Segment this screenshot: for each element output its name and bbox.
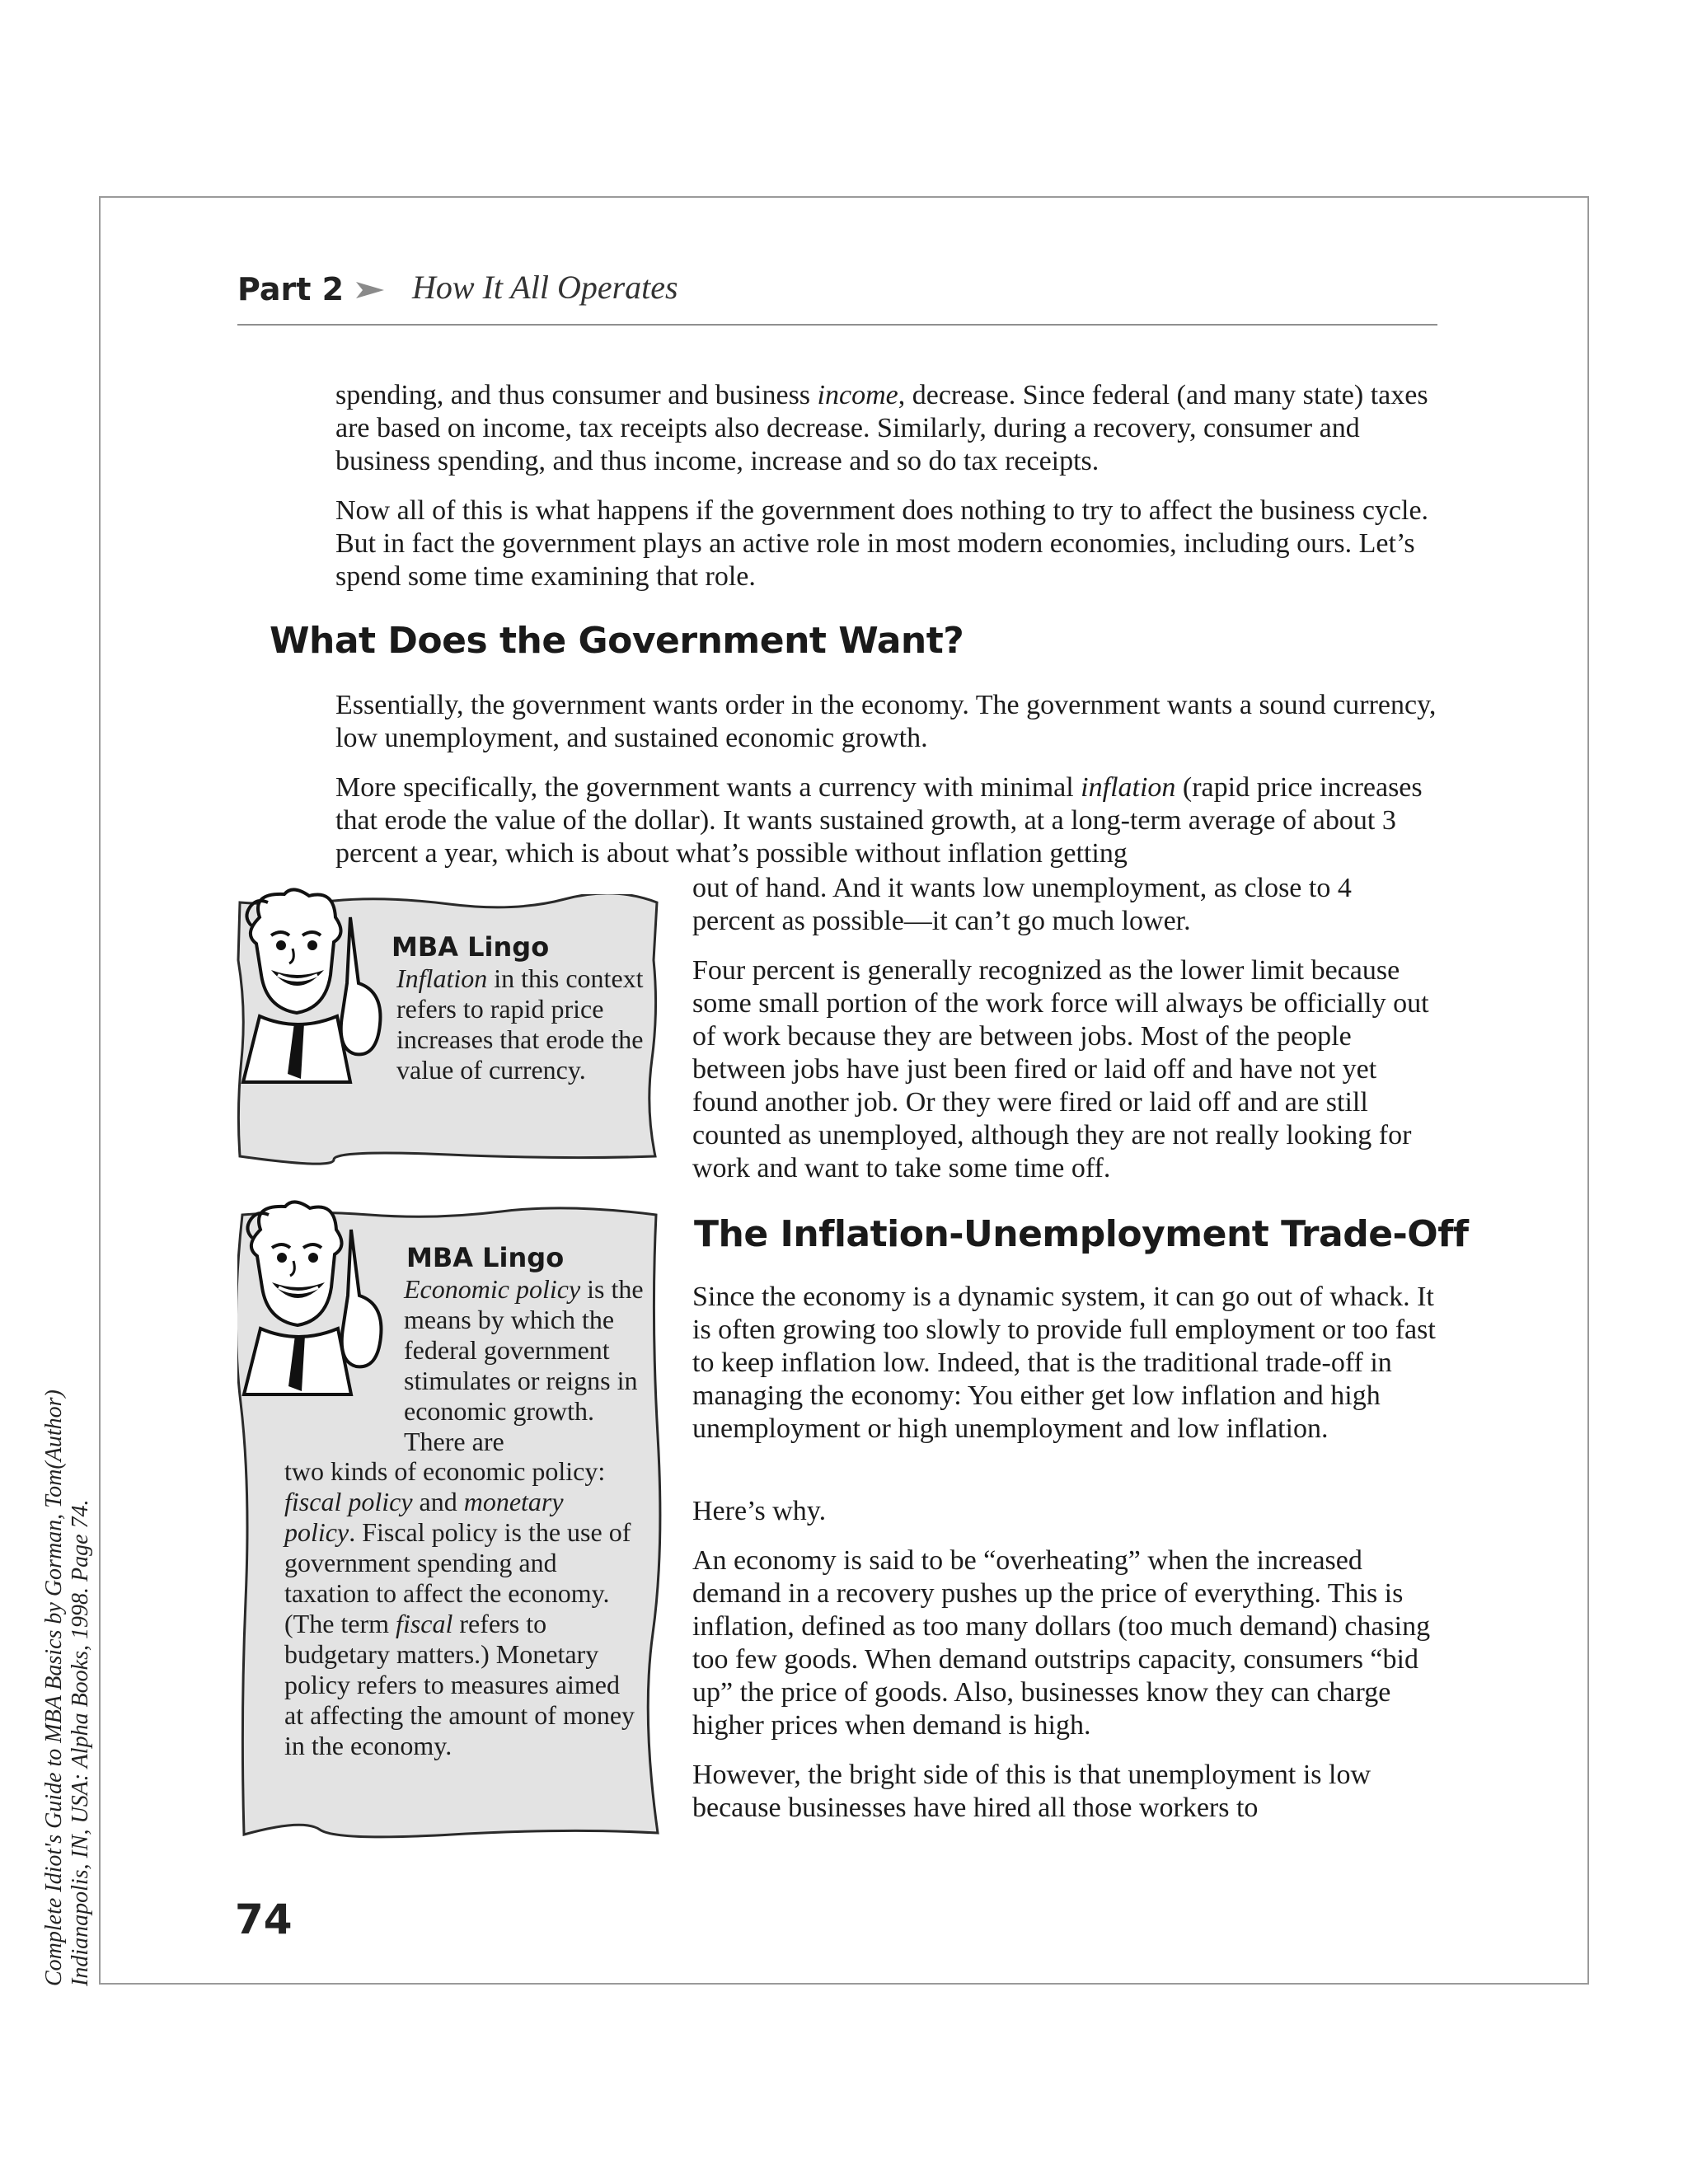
citation-line-2: Indianapolis, IN, USA: Alpha Books, 1998. Page 74. [68, 1499, 93, 1986]
sidebar-text: Inflation in this context refers to rapid price increases that erode the value of currency. [396, 963, 644, 1085]
part-label: Part 2 [237, 271, 345, 307]
citation-margin-note [41, 1310, 94, 1986]
intro-paragraph-2: Now all of this is what happens if the government does nothing to try to affect the business cycle. But in fact the government plays an active role in most modern economies, including ours. Let’s spend some time examining that role. [335, 495, 1429, 592]
section2-paragraph-4: However, the bright side of this is that unemployment is low because businesses have hired all those workers to [692, 1760, 1372, 1823]
sidebar-title: MBA Lingo [392, 931, 550, 963]
mba-lingo-sidebar-economic-policy [237, 1205, 662, 1840]
running-head [237, 268, 1437, 326]
section1-paragraph-1: Essentially, the government wants order in the economy. The government wants a sound currency, low unemployment, and sustained economic growth. [335, 690, 1437, 753]
section1-paragraph-2: More specifically, the government wants a currency with minimal inflation (rapid price increases that erode the value of the dollar). It wants sustained growth, at a long-term average of about 3 percent a year, which is about what’s possible without inflation getting [335, 772, 1423, 869]
sidebar-text-lower: two kinds of economic policy: fiscal policy and monetary policy. Fiscal policy is the use of government spending and taxation to affect the economy. (The term fiscal refers to budgetary matters.) Monetary policy refers to measures aimed at affecting the amount of money in the economy. [284, 1456, 635, 1760]
section2-paragraph-1: Since the economy is a dynamic system, it can go out of whack. It is often growing too slowly to provide full employment or too fast to keep inflation low. Indeed, that is the traditional trade-off in managing the economy: You either get low inflation and high unemployment or high unemployment and low inflation. [692, 1282, 1436, 1444]
arrow-icon [354, 279, 387, 301]
section1-paragraph-3: Four percent is generally recognized as the lower limit because some small portion of the work force will always be officially out of work because they are between jobs. Most of the people between jobs have just been fired or laid off and have not yet found another job. Or they were fired or laid off and are still counted as unemployed, although they are not really looking for work and want to take some time off. [692, 955, 1429, 1183]
intro-paragraph-1: spending, and thus consumer and business income, decrease. Since federal (and many state) taxes are based on income, tax receipts also decrease. Similarly, during a recovery, consumer and business spending, and thus income, increase and so do tax receipts. [335, 380, 1428, 476]
page-number: 74 [235, 1896, 293, 1943]
section1-paragraph-2-continued: out of hand. And it wants low unemployment, as close to 4 percent as possible—it can’t go much lower. [692, 873, 1352, 936]
section-heading-government-want: What Does the Government Want? [270, 620, 964, 662]
mba-lingo-sidebar-inflation [235, 894, 663, 1166]
section2-paragraph-3: An economy is said to be “overheating” when the increased demand in a recovery pushes up the price of everything. This is inflation, defined as too many dollars (too much demand) chasing too few goods. When demand outstrips capacity, consumers “bid up” the price of goods. Also, businesses know they can charge higher prices when demand is high. [692, 1545, 1431, 1741]
mba-guy-pointing-icon [227, 884, 392, 1090]
chapter-title: How It All Operates [412, 269, 678, 306]
section2-paragraph-2: Here’s why. [692, 1496, 827, 1526]
section-heading-tradeoff: The Inflation-Unemployment Trade-Off [694, 1213, 1469, 1255]
mba-guy-pointing-icon [227, 1197, 392, 1403]
citation-line-1: Complete Idiot's Guide to MBA Basics by Gorman, Tom(Author) [41, 1390, 67, 1986]
sidebar-title: MBA Lingo [406, 1242, 565, 1273]
sidebar-text-upper: Economic policy is the means by which the federal government stimulates or reigns in economic growth. There are [404, 1274, 644, 1456]
